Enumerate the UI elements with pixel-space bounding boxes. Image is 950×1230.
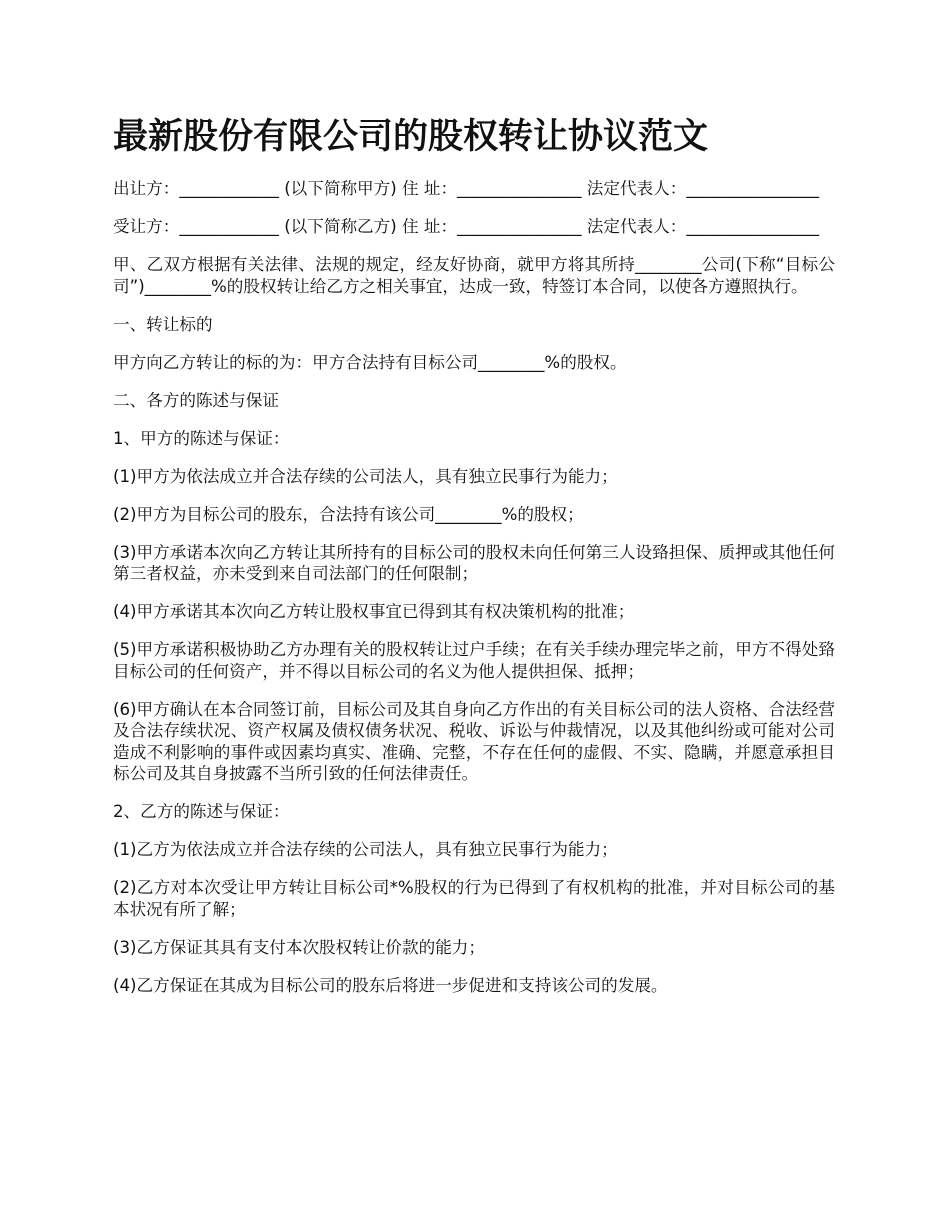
document-title: 最新股份有限公司的股权转让协议范文 [113,116,709,157]
party-b-clause-1: (1)乙方为依法成立并合法存续的公司法人，具有独立民事行为能力； [113,840,618,859]
party-transferee-line: 受让方：____________ (以下简称乙方) 住 址：_______________ 法定代表人：________________ [113,217,820,236]
subheading-party-b: 2、乙方的陈述与保证： [113,802,290,821]
party-b-clause-4: (4)乙方保证在其成为目标公司的股东后将进一步促进和支持该公司的发展。 [113,975,668,995]
party-b-clause-2: (2)乙方对本次受让甲方转让目标公司*%股权的行为已得到了有权机构的批准，并对目标公司的基本状况有所了解； [113,878,835,919]
section-heading-2: 二、各方的陈述与保证 [113,390,279,410]
preamble-paragraph: 甲、乙双方根据有关法律、法规的规定，经友好协商，就甲方将其所持________公司(下称“目标公司”)________%的股权转让给乙方之相关事宜，达成一致，特签订本合同，以使各方遵照执行。 [113,255,835,296]
section-heading-1: 一、转让标的 [113,314,213,334]
party-a-clause-4: (4)甲方承诺其本次向乙方转让股权事宜已得到其有权决策机构的批准； [113,602,635,621]
party-a-clause-6: (6)甲方确认在本合同签订前，目标公司及其自身向乙方作出的有关目标公司的法人资格、合法经营及合法存续状况、资产权属及债权债务状况、税收、诉讼与仲裁情况，以及其他纠纷或可能对公司造成不利影响的事件或因素均真实、准确、完整，不存在任何的虚假、不实、隐瞒，并愿意承担目标公司及其自身披露不当所引致的任何法律责任。 [113,699,835,783]
transfer-subject-paragraph: 甲方向乙方转让的标的为：甲方合法持有目标公司________%的股权。 [113,352,627,372]
party-b-clause-3: (3)乙方保证其具有支付本次股权转让价款的能力； [113,937,485,957]
subheading-party-a: 1、甲方的陈述与保证： [113,428,290,448]
party-a-clause-5: (5)甲方承诺积极协助乙方办理有关的股权转让过户手续；在有关手续办理完毕之前，甲方不得处臵目标公司的任何资产，并不得以目标公司的名义为他人提供担保、抵押； [113,640,835,681]
party-a-clause-2: (2)甲方为目标公司的股东，合法持有该公司________%的股权； [113,504,584,524]
party-a-clause-3: (3)甲方承诺本次向乙方转让其所持有的目标公司的股权未向任何第三人设臵担保、质押或其他任何第三者权益，亦未受到来自司法部门的任何限制； [113,542,835,583]
party-a-clause-1: (1)甲方为依法成立并合法存续的公司法人，具有独立民事行为能力； [113,466,618,486]
party-transferor-line: 出让方：____________ (以下简称甲方) 住 址：_______________ 法定代表人：________________ [113,179,820,198]
document-body [113,178,835,1013]
